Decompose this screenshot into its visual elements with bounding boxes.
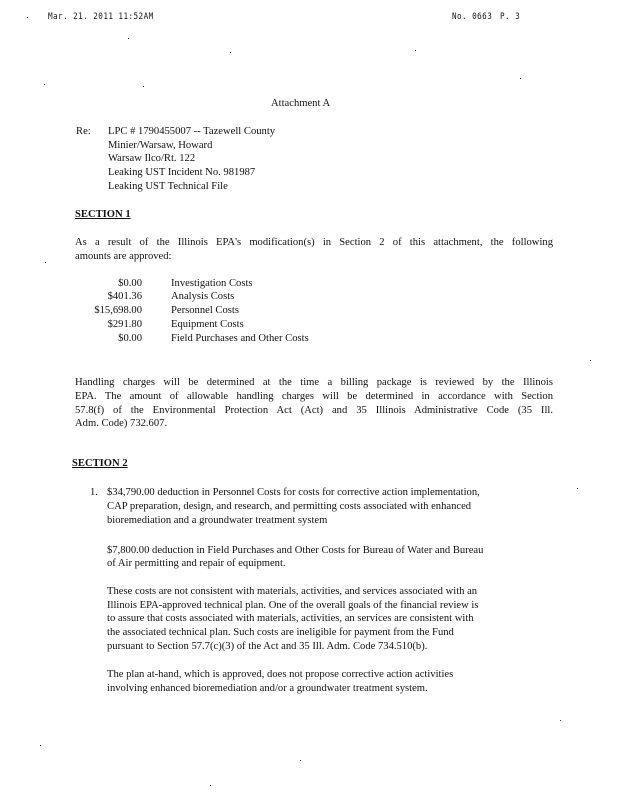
noise-dot: [210, 785, 211, 786]
amount-label: Analysis Costs: [171, 291, 235, 302]
noise-dot: [300, 760, 301, 761]
noise-dot: [128, 38, 129, 39]
re-label: Re:: [76, 126, 91, 137]
p3-line: pursuant to Section 57.7(c)(3) of the Act and 35 Ill. Adm. Code 734.510(b).: [107, 641, 428, 652]
noise-dot: [230, 52, 231, 53]
fax-page: P. 3: [500, 12, 521, 22]
fax-number: No. 0663: [452, 12, 493, 22]
noise-dot: [520, 78, 521, 79]
section-1-heading: SECTION 1: [75, 209, 131, 220]
handling-line: 57.8(f) of the Environmental Protection Act (Act) and 35 Illinois Administrative Code (35 Ill.: [75, 405, 553, 416]
p1-line: bioremediation and a groundwater treatment system: [107, 515, 328, 526]
amount-value: $15,698.00: [94, 305, 142, 316]
section-1-intro-line: amounts are approved:: [75, 251, 172, 262]
amount-value: $0.00: [118, 333, 142, 344]
re-line: Leaking UST Technical File: [108, 181, 228, 192]
noise-dot: [577, 488, 578, 489]
amount-label: Equipment Costs: [171, 319, 244, 330]
noise-dot: [415, 50, 416, 51]
noise-dot: [44, 84, 45, 85]
noise-dot: [560, 720, 561, 721]
re-line: Minier/Warsaw, Howard: [108, 140, 213, 151]
noise-dot: [143, 86, 144, 87]
noise-dot: [27, 17, 28, 18]
amount-label: Personnel Costs: [171, 305, 239, 316]
amount-value: $291.80: [107, 319, 142, 330]
p4-line: The plan at-hand, which is approved, does not propose corrective action activities: [107, 669, 454, 680]
p3-line: to assure that costs associated with materials, activities, an services are consistent with: [107, 613, 474, 624]
p3-line: Illinois EPA-approved technical plan. One of the overall goals of the financial review is: [107, 600, 479, 611]
handling-line: Adm. Code) 732.607.: [75, 418, 168, 429]
re-line: Leaking UST Incident No. 981987: [108, 167, 256, 178]
handling-line: EPA. The amount of allowable handling charges will be determined in accordance with Section: [75, 391, 553, 402]
re-line: LPC # 1790455007 -- Tazewell County: [108, 126, 276, 137]
p2-line: of Air permitting and repair of equipment.: [107, 558, 286, 569]
item-number: 1.: [90, 487, 98, 498]
amount-label: Field Purchases and Other Costs: [171, 333, 309, 344]
noise-dot: [40, 745, 41, 746]
section-2-heading: SECTION 2: [72, 458, 128, 469]
p4-line: involving enhanced bioremediation and/or a groundwater treatment system.: [107, 683, 428, 694]
handling-line: Handling charges will be determined at the time a billing package is reviewed by the Illinois: [75, 377, 553, 388]
page-title: Attachment A: [271, 98, 331, 109]
amount-value: $401.36: [107, 291, 142, 302]
re-line: Warsaw Ilco/Rt. 122: [108, 153, 196, 164]
p2-line: $7,800.00 deduction in Field Purchases and Other Costs for Bureau of Water and Bureau: [107, 545, 484, 556]
fax-datetime: Mar. 21. 2011 11:52AM: [48, 12, 154, 22]
p1-line: $34,790.00 deduction in Personnel Costs for costs for corrective action implementation,: [107, 487, 480, 498]
p1-line: CAP preparation, design, and research, and permitting costs associated with enhanced: [107, 501, 472, 512]
p3-line: the associated technical plan. Such costs are ineligible for payment from the Fund: [107, 627, 454, 638]
amount-label: Investigation Costs: [171, 278, 253, 289]
p3-line: These costs are not consistent with materials, activities, and services associated with an: [107, 586, 478, 597]
section-1-intro-line: As a result of the Illinois EPA's modification(s) in Section 2 of this attachment, the following: [75, 237, 553, 248]
noise-dot: [590, 360, 591, 361]
amount-value: $0.00: [118, 278, 142, 289]
noise-dot: [45, 262, 46, 263]
